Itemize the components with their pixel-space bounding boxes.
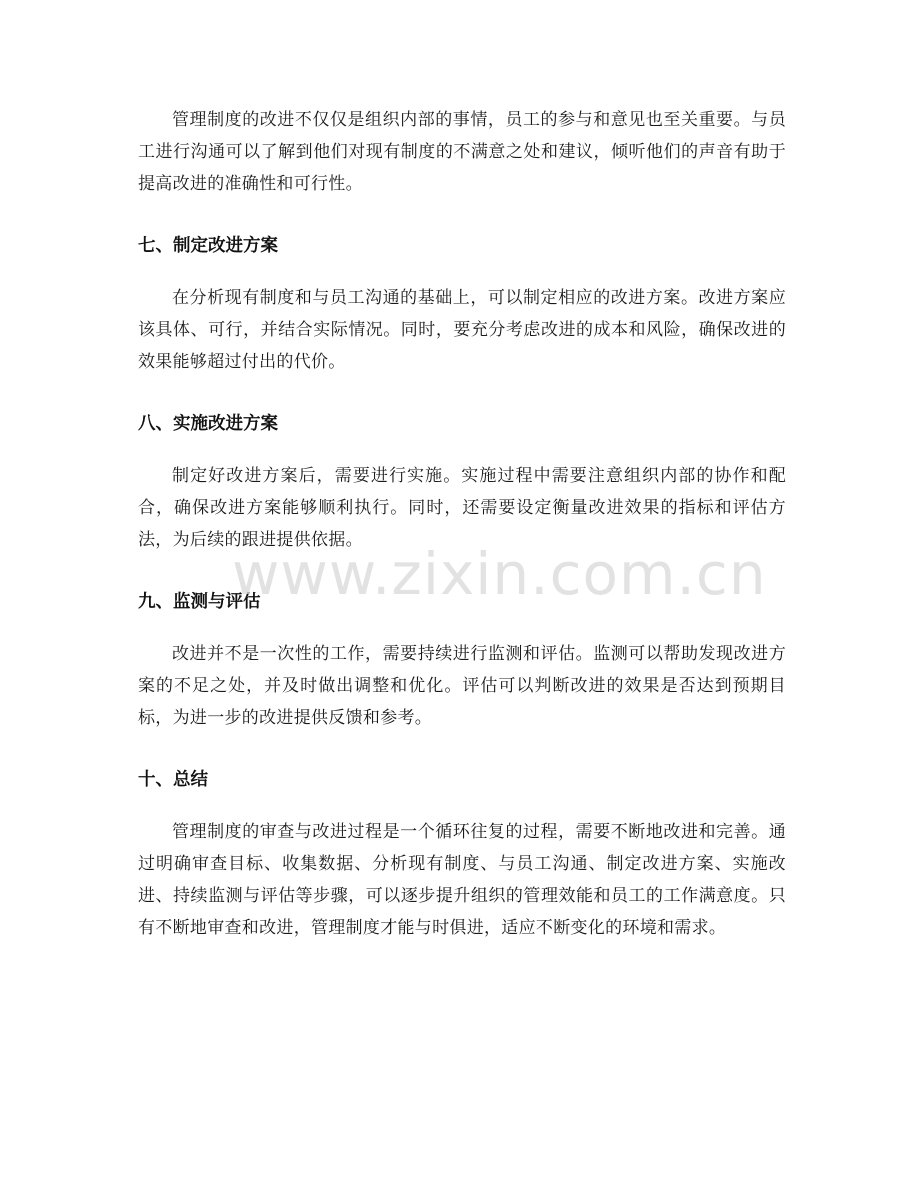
document-body (138, 104, 786, 944)
section-paragraph-8: 制定好改进方案后，需要进行实施。实施过程中需要注意组织内部的协作和配合，确保改进方案能够顺利执行。同时，还需要设定衡量改进效果的指标和评估方法，为后续的跟进提供依据。 (138, 466, 786, 550)
section-heading-9: 九、监测与评估 (138, 592, 261, 612)
section-heading-8: 八、实施改进方案 (138, 414, 278, 434)
section-paragraph-10: 管理制度的审查与改进过程是一个循环往复的过程，需要不断地改进和完善。通过明确审查目标、收集数据、分析现有制度、与员工沟通、制定改进方案、实施改进、持续监测与评估等步骤，可以逐步提升组织的管理效能和员工的工作满意度。只有不断地审查和改进，管理制度才能与时俱进，适应不断变化的环境和需求。 (138, 822, 786, 938)
section-paragraph-9: 改进并不是一次性的工作，需要持续进行监测和评估。监测可以帮助发现改进方案的不足之处，并及时做出调整和优化。评估可以判断改进的效果是否达到预期目标，为进一步的改进提供反馈和参考。 (138, 644, 786, 728)
section-paragraph-7: 在分析现有制度和与员工沟通的基础上，可以制定相应的改进方案。改进方案应该具体、可行，并结合实际情况。同时，要充分考虑改进的成本和风险，确保改进的效果能够超过付出的代价。 (138, 288, 786, 372)
section-heading-7: 七、制定改进方案 (138, 236, 278, 256)
section-heading-10: 十、总结 (138, 770, 208, 790)
watermark: www.zixin.com.cn (232, 540, 767, 608)
intro-paragraph: 管理制度的改进不仅仅是组织内部的事情，员工的参与和意见也至关重要。与员工进行沟通可以了解到他们对现有制度的不满意之处和建议，倾听他们的声音有助于提高改进的准确性和可行性。 (138, 110, 786, 194)
